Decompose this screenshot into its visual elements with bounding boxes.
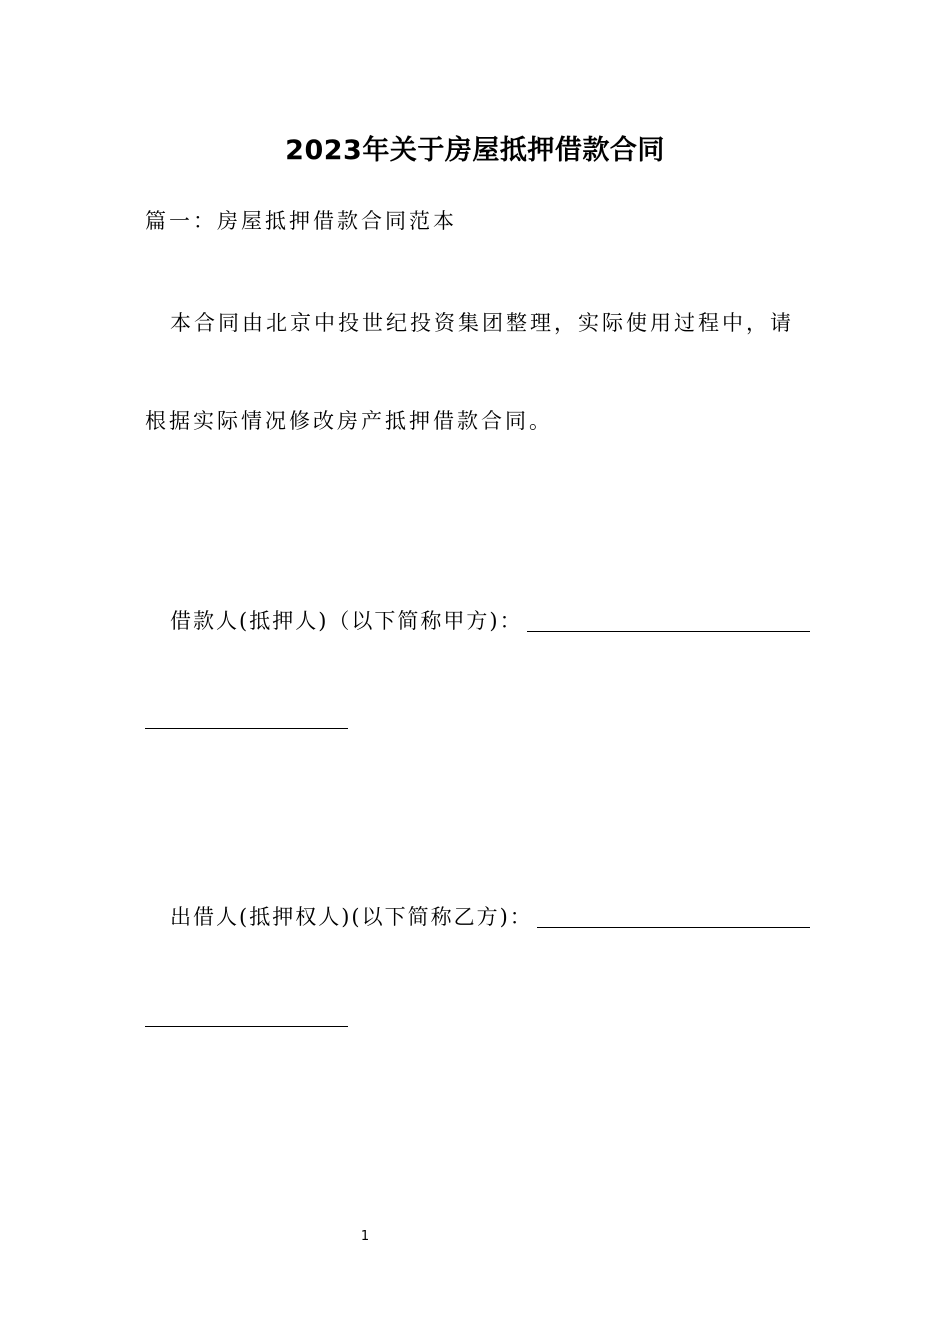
lender-label: 出借人(抵押权人)(以下简称乙方)： (170, 905, 533, 929)
intro-paragraph-line-2: 根据实际情况修改房产抵押借款合同。 (145, 409, 553, 433)
section-heading: 篇一：房屋抵押借款合同范本 (145, 209, 457, 233)
lender-fill-line[interactable] (537, 905, 810, 928)
borrower-fill-line-continued[interactable] (145, 728, 348, 729)
borrower-fill-line[interactable] (527, 609, 810, 632)
lender-field-row (170, 902, 810, 932)
borrower-label: 借款人(抵押人)（以下简称甲方)： (170, 609, 523, 633)
lender-fill-line-continued[interactable] (145, 1026, 348, 1027)
page-number: 1 (360, 1229, 370, 1244)
document-title: 2023年关于房屋抵押借款合同 (285, 135, 665, 166)
borrower-field-row (170, 606, 810, 636)
intro-paragraph-line-1: 本合同由北京中投世纪投资集团整理，实际使用过程中，请 (170, 311, 794, 335)
